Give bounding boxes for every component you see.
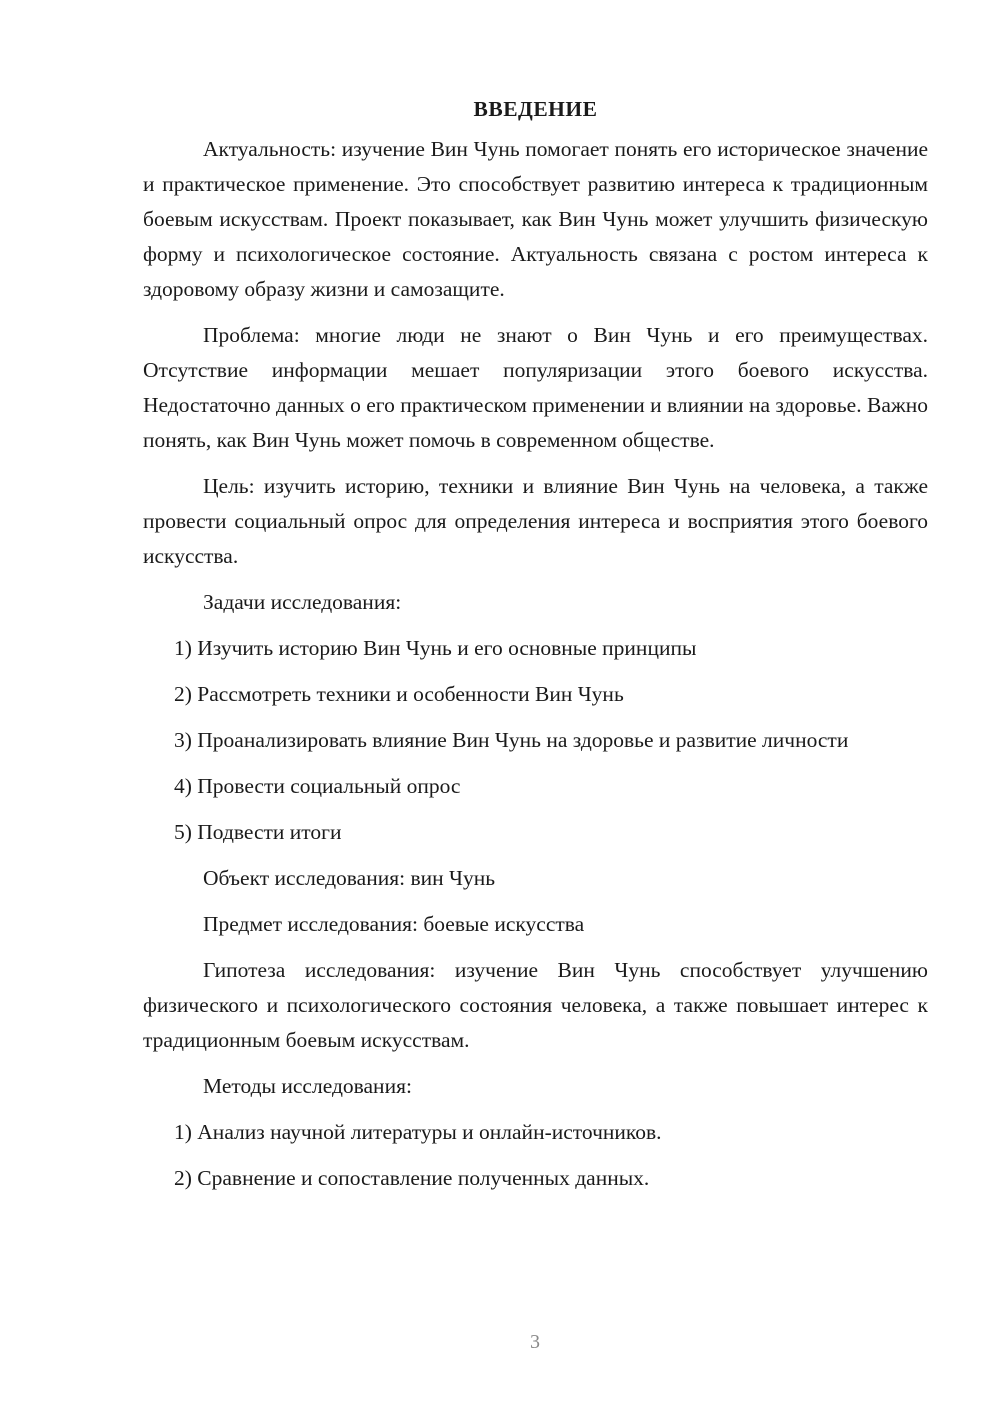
task-item: 1) Изучить историю Вин Чунь и его основные принципы bbox=[174, 636, 697, 660]
task-item: 5) Подвести итоги bbox=[174, 820, 342, 844]
relevance-paragraph: Актуальность: изучение Вин Чунь помогает понять его историческое значение и практическое применение. Это способствует развитию интереса к традиционным боевым искусствам. Проект показывает, как Вин Чунь может улучшить физическую форму и психологическое состояние. Актуальность связана с ростом интереса к здоровому образу жизни и самозащите. bbox=[143, 137, 928, 301]
method-item: 1) Анализ научной литературы и онлайн-источников. bbox=[174, 1120, 662, 1144]
tasks-heading: Задачи исследования: bbox=[203, 590, 402, 614]
goal-paragraph: Цель: изучить историю, техники и влияние Вин Чунь на человека, а также провести социальный опрос для определения интереса и восприятия этого боевого искусства. bbox=[143, 474, 928, 568]
section-title: ВВЕДЕНИЕ bbox=[473, 97, 598, 121]
object-paragraph: Объект исследования: вин Чунь bbox=[203, 866, 496, 890]
page-content bbox=[143, 92, 928, 1207]
problem-paragraph: Проблема: многие люди не знают о Вин Чунь и его преимуществах. Отсутствие информации мешает популяризации этого боевого искусства. Недостаточно данных о его практическом применении и влиянии на здоровье. Важно понять, как Вин Чунь может помочь в современном обществе. bbox=[143, 323, 928, 452]
task-item: 2) Рассмотреть техники и особенности Вин Чунь bbox=[174, 682, 624, 706]
methods-heading: Методы исследования: bbox=[203, 1074, 412, 1098]
method-item: 2) Сравнение и сопоставление полученных данных. bbox=[174, 1166, 650, 1190]
task-item: 4) Провести социальный опрос bbox=[174, 774, 461, 798]
subject-paragraph: Предмет исследования: боевые искусства bbox=[203, 912, 585, 936]
hypothesis-paragraph: Гипотеза исследования: изучение Вин Чунь способствует улучшению физического и психологического состояния человека, а также повышает интерес к традиционным боевым искусствам. bbox=[143, 958, 928, 1052]
page-number: 3 bbox=[530, 1331, 540, 1353]
task-item: 3) Проанализировать влияние Вин Чунь на здоровье и развитие личности bbox=[174, 728, 849, 752]
